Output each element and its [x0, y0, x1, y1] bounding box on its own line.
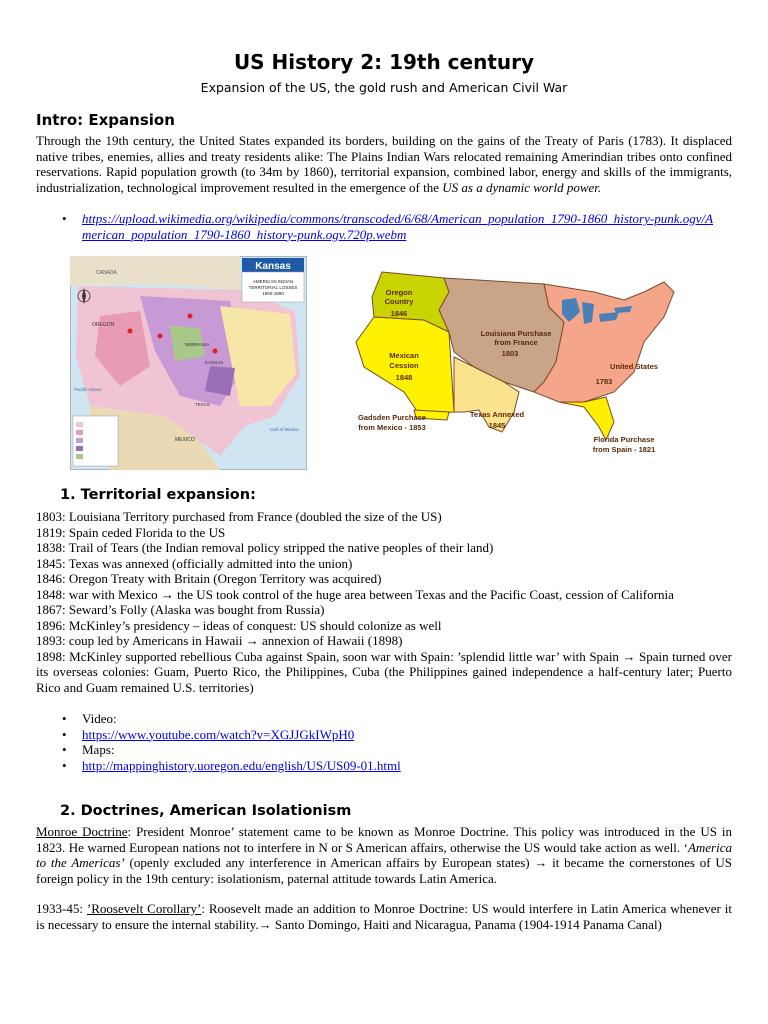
section2-heading: 2. Doctrines, American Isolationism [60, 803, 352, 819]
mapping-history-link[interactable]: http://mappinghistory.uoregon.edu/english/US/US09-01.html [82, 757, 401, 773]
section1-timeline [36, 509, 732, 695]
map-caption: AMERICAN INDIAN [252, 279, 294, 284]
timeline-item: 1845: Texas was annexed (officially admitted into the union) [36, 555, 353, 571]
svg-text:from France: from France [494, 338, 538, 347]
svg-text:1845: 1845 [488, 421, 506, 430]
map-label-texas: TEXAS [195, 402, 210, 407]
svg-text:Country: Country [384, 297, 414, 306]
monroe-doctrine-label: Monroe Doctrine [36, 824, 128, 839]
list-item [62, 711, 722, 727]
map-label-kansas: KANSAS [205, 360, 224, 365]
list-item [62, 742, 722, 758]
page-title: US History 2: 19th century [233, 50, 535, 74]
map-label-oregon: Oregon [385, 288, 413, 297]
map-label-mexican-cession: Mexican [389, 351, 419, 360]
intro-heading: Intro: Expansion [36, 111, 175, 129]
map-label-pacific: Pacific Ocean [74, 387, 102, 392]
svg-text:1850-1890: 1850-1890 [262, 291, 284, 296]
intro-links [62, 211, 722, 242]
map-label-canada: CANADA [96, 270, 117, 276]
map-label-louisiana: Louisiana Purchase [480, 329, 552, 338]
svg-text:1848: 1848 [395, 373, 413, 382]
youtube-video-link[interactable]: https://www.youtube.com/watch?v=XGJJGkIWpH0 [82, 726, 355, 742]
list-item [62, 727, 722, 743]
section1-heading: 1. Territorial expansion: [60, 487, 256, 503]
map-label-gulf: Gulf of Mexico [270, 427, 299, 432]
map-label-mexico: MEXICO [175, 437, 195, 443]
map-label-united-states: United States [610, 362, 658, 371]
wikimedia-video-link[interactable]: https://upload.wikimedia.org/wikipedia/commons/transcoded/6/68/American_population_1790-1860_history-punk.ogv/American_population_1790-1860_history-punk.ogv.720p.webm [82, 211, 714, 242]
svg-text:1783: 1783 [595, 377, 613, 386]
page-subtitle: Expansion of the US, the gold rush and American Civil War [200, 80, 568, 95]
roosevelt-corollary-paragraph: 1933-45: ’Roosevelt Corollary’: Roosevelt made an addition to Monroe Doctrine: US would interfere in Latin America whenever it is necessary to ensure the internal stability.→ Santo Domingo, Haiti and Nicaragua, Panama (1904-1914 Panama Canal) [36, 901, 732, 932]
svg-text:1846: 1846 [390, 309, 408, 318]
indian-territorial-losses-map [70, 256, 307, 470]
timeline-item: 1893: coup led by Americans in Hawaii → annexion of Hawaii (1898) [36, 633, 403, 648]
intro-paragraph [36, 133, 732, 195]
svg-text:from Mexico - 1853: from Mexico - 1853 [358, 423, 426, 432]
svg-text:1803: 1803 [501, 349, 519, 358]
svg-text:Cession: Cession [389, 361, 419, 370]
list-item [62, 758, 722, 774]
section1-links [62, 711, 722, 773]
intro-italic-text: US as a dynamic world power. [442, 179, 602, 195]
monroe-doctrine-paragraph: Monroe Doctrine: President Monroe’ statement came to be known as Monroe Doctrine. This policy was introduced in the US in 1823. He warned European nations not to interfere in N or S American affairs, otherwise the US would take action as well. ‘America to the Americas’ (openly excluded any interference in American affairs by European states) → it became the cornerstones of US foreign policy in the 19th century: isolationism, paternal attitude towards Latin America. [36, 824, 732, 886]
map-label-nebraska: NEBRASKA [185, 342, 210, 347]
roosevelt-corollary-label: ’Roosevelt Corollary’ [86, 901, 202, 916]
map-label-texas-annexed: Texas Annexed [469, 410, 525, 419]
svg-text:from Spain - 1821: from Spain - 1821 [592, 445, 656, 454]
map-label-oregon: OREGON [92, 322, 115, 328]
map-badge: Kansas [255, 261, 291, 272]
timeline-item: 1846: Oregon Treaty with Britain (Oregon Territory was acquired) [36, 571, 382, 586]
timeline-item: 1848: war with Mexico → the US took control of the huge area between Texas and the Pacific Coast, cession of California [36, 586, 674, 602]
list-item [62, 211, 722, 242]
map-label-gadsden: Gadsden Purchase [358, 413, 426, 422]
video-label: Video: [82, 711, 117, 726]
timeline-item: 1898: McKinley supported rebellious Cuba against Spain, soon war with Spain: ’splendid little war’ with Spain → Spain turned over its overseas colonies: Guam, Puerto Rico, the Philippines, Cuba (the Philippines gained independence a half-century later; Puerto Rico and Guam remained U.S. territories) [36, 648, 732, 695]
intro-text: Through the 19th century, the United States expanded its borders, building on the gains of the Treaty of Paris (1783). It displaced native tribes, enemies, allies and treaty residents alike: The Plains Indian Wars relocated remaining Amerindian tribes onto confined reservations. Rapid population growth (to 34m by 1860), territorial expansion, combined labor, energy and skills of the immigrants, industrialization, technological improvement resulted in the emergence of the [36, 133, 732, 195]
maps-label: Maps: [82, 742, 115, 758]
timeline-item: 1819: Spain ceded Florida to the US [36, 524, 226, 540]
us-territorial-acquisitions-map [344, 262, 690, 467]
timeline-item: 1838: Trail of Tears (the Indian removal policy stripped the native peoples of their land) [36, 540, 494, 555]
map-label-florida: Florida Purchase [593, 435, 655, 444]
monroe-quote: America to the Americas’ [36, 839, 732, 871]
timeline-item: 1803: Louisiana Territory purchased from France (doubled the size of the US) [36, 509, 442, 524]
svg-text:TERRITORIAL LOSSES: TERRITORIAL LOSSES [248, 285, 298, 290]
timeline-item: 1896: McKinley’s presidency – ideas of conquest: US should colonize as well [36, 617, 442, 633]
timeline-item: 1867: Seward’s Folly (Alaska was bought from Russia) [36, 602, 325, 617]
